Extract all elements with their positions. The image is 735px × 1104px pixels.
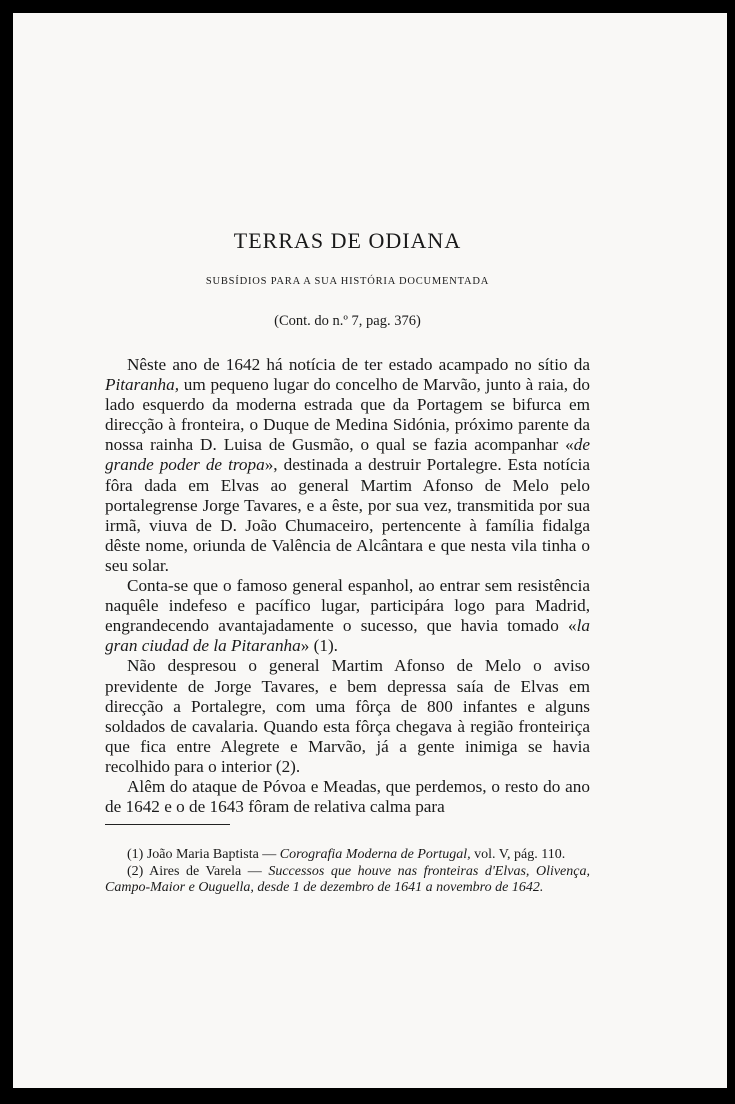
footnote-2 xyxy=(105,864,590,897)
italic-quote: de grande poder de tropa xyxy=(105,435,590,475)
paragraph-text: » (1). xyxy=(300,636,338,656)
paragraph-text: Conta-se que o famoso general espanhol, ao entrar sem resistência naquêle indefeso e pacífico lugar, participára logo para Madrid, engrandecendo avantajadamente o sucesso, que havia tomado « xyxy=(105,576,590,636)
footnote-divider xyxy=(105,824,230,825)
footnote-1 xyxy=(105,847,590,864)
page-subtitle: SUBSÍDIOS PARA A SUA HISTÓRIA DOCUMENTADA xyxy=(205,276,490,287)
italic-quote: la gran ciudad de la Pitaranha xyxy=(105,616,590,656)
footnote-text: (2) Aires de Varela — xyxy=(127,863,269,879)
footnote-text: (1) João Maria Baptista — xyxy=(127,847,280,862)
paragraph-3: Não despresou o general Martim Afonso de Melo o aviso previdente de Jorge Tavares, e bem depressa saía de Elvas em direcção a Portalegre, com uma fôrça de 800 infantes e alguns soldados de cavalaria. Quando esta fôrça chegava à região fronteiriça que fica entre Alegrete e Marvão, já a gente inimiga se havia recolhido para o interior (2). xyxy=(105,656,590,776)
paragraph-2 xyxy=(105,576,590,656)
footnotes xyxy=(105,847,590,897)
paragraph-text: », destinada a destruir Portalegre. Esta notícia fôra dada em Elvas ao general Martim Afonso de Melo pelo portalegrense Jorge Tavares, e a êste, por sua vez, transmitida por sua irmã, viuva de D. João Chumaceiro, pertencente à família fidalga dêste nome, oriunda de Valência de Alcântara e que nesta vila tinha o seu solar. xyxy=(105,455,591,575)
page-title: TERRAS DE ODIANA xyxy=(233,228,462,253)
body-text xyxy=(105,355,590,817)
continuation-note: (Cont. do n.º 7, pag. 376) xyxy=(274,313,421,329)
italic-place-name: Pitaranha, xyxy=(105,375,180,395)
paragraph-4: Alêm do ataque de Póvoa e Meadas, que perdemos, o resto do ano de 1642 e o de 1643 fôram de relativa calma para xyxy=(105,776,590,817)
footnote-title: Corografia Moderna de Portugal, xyxy=(279,847,471,862)
paragraph-1 xyxy=(105,355,590,576)
footnote-title: Successos que houve nas fronteiras d'Elvas, Olivença, Campo-Maior e Ouguella, desde 1 de dezembro de 1641 a novembro de 1642. xyxy=(105,863,590,895)
paragraph-text: Nêste ano de 1642 há notícia de ter estado acampado no sítio da xyxy=(127,355,590,374)
footnote-text: vol. V, pág. 110. xyxy=(470,847,566,862)
paragraph-text: um pequeno lugar do concelho de Marvão, junto à raia, do lado esquerdo da moderna estrada que da Portagem se bifurca em direcção à fronteira, o Duque de Medina Sidónia, próximo parente da nossa rainha D. Luisa de Gusmão, o qual se fazia acompanhar « xyxy=(105,375,590,455)
